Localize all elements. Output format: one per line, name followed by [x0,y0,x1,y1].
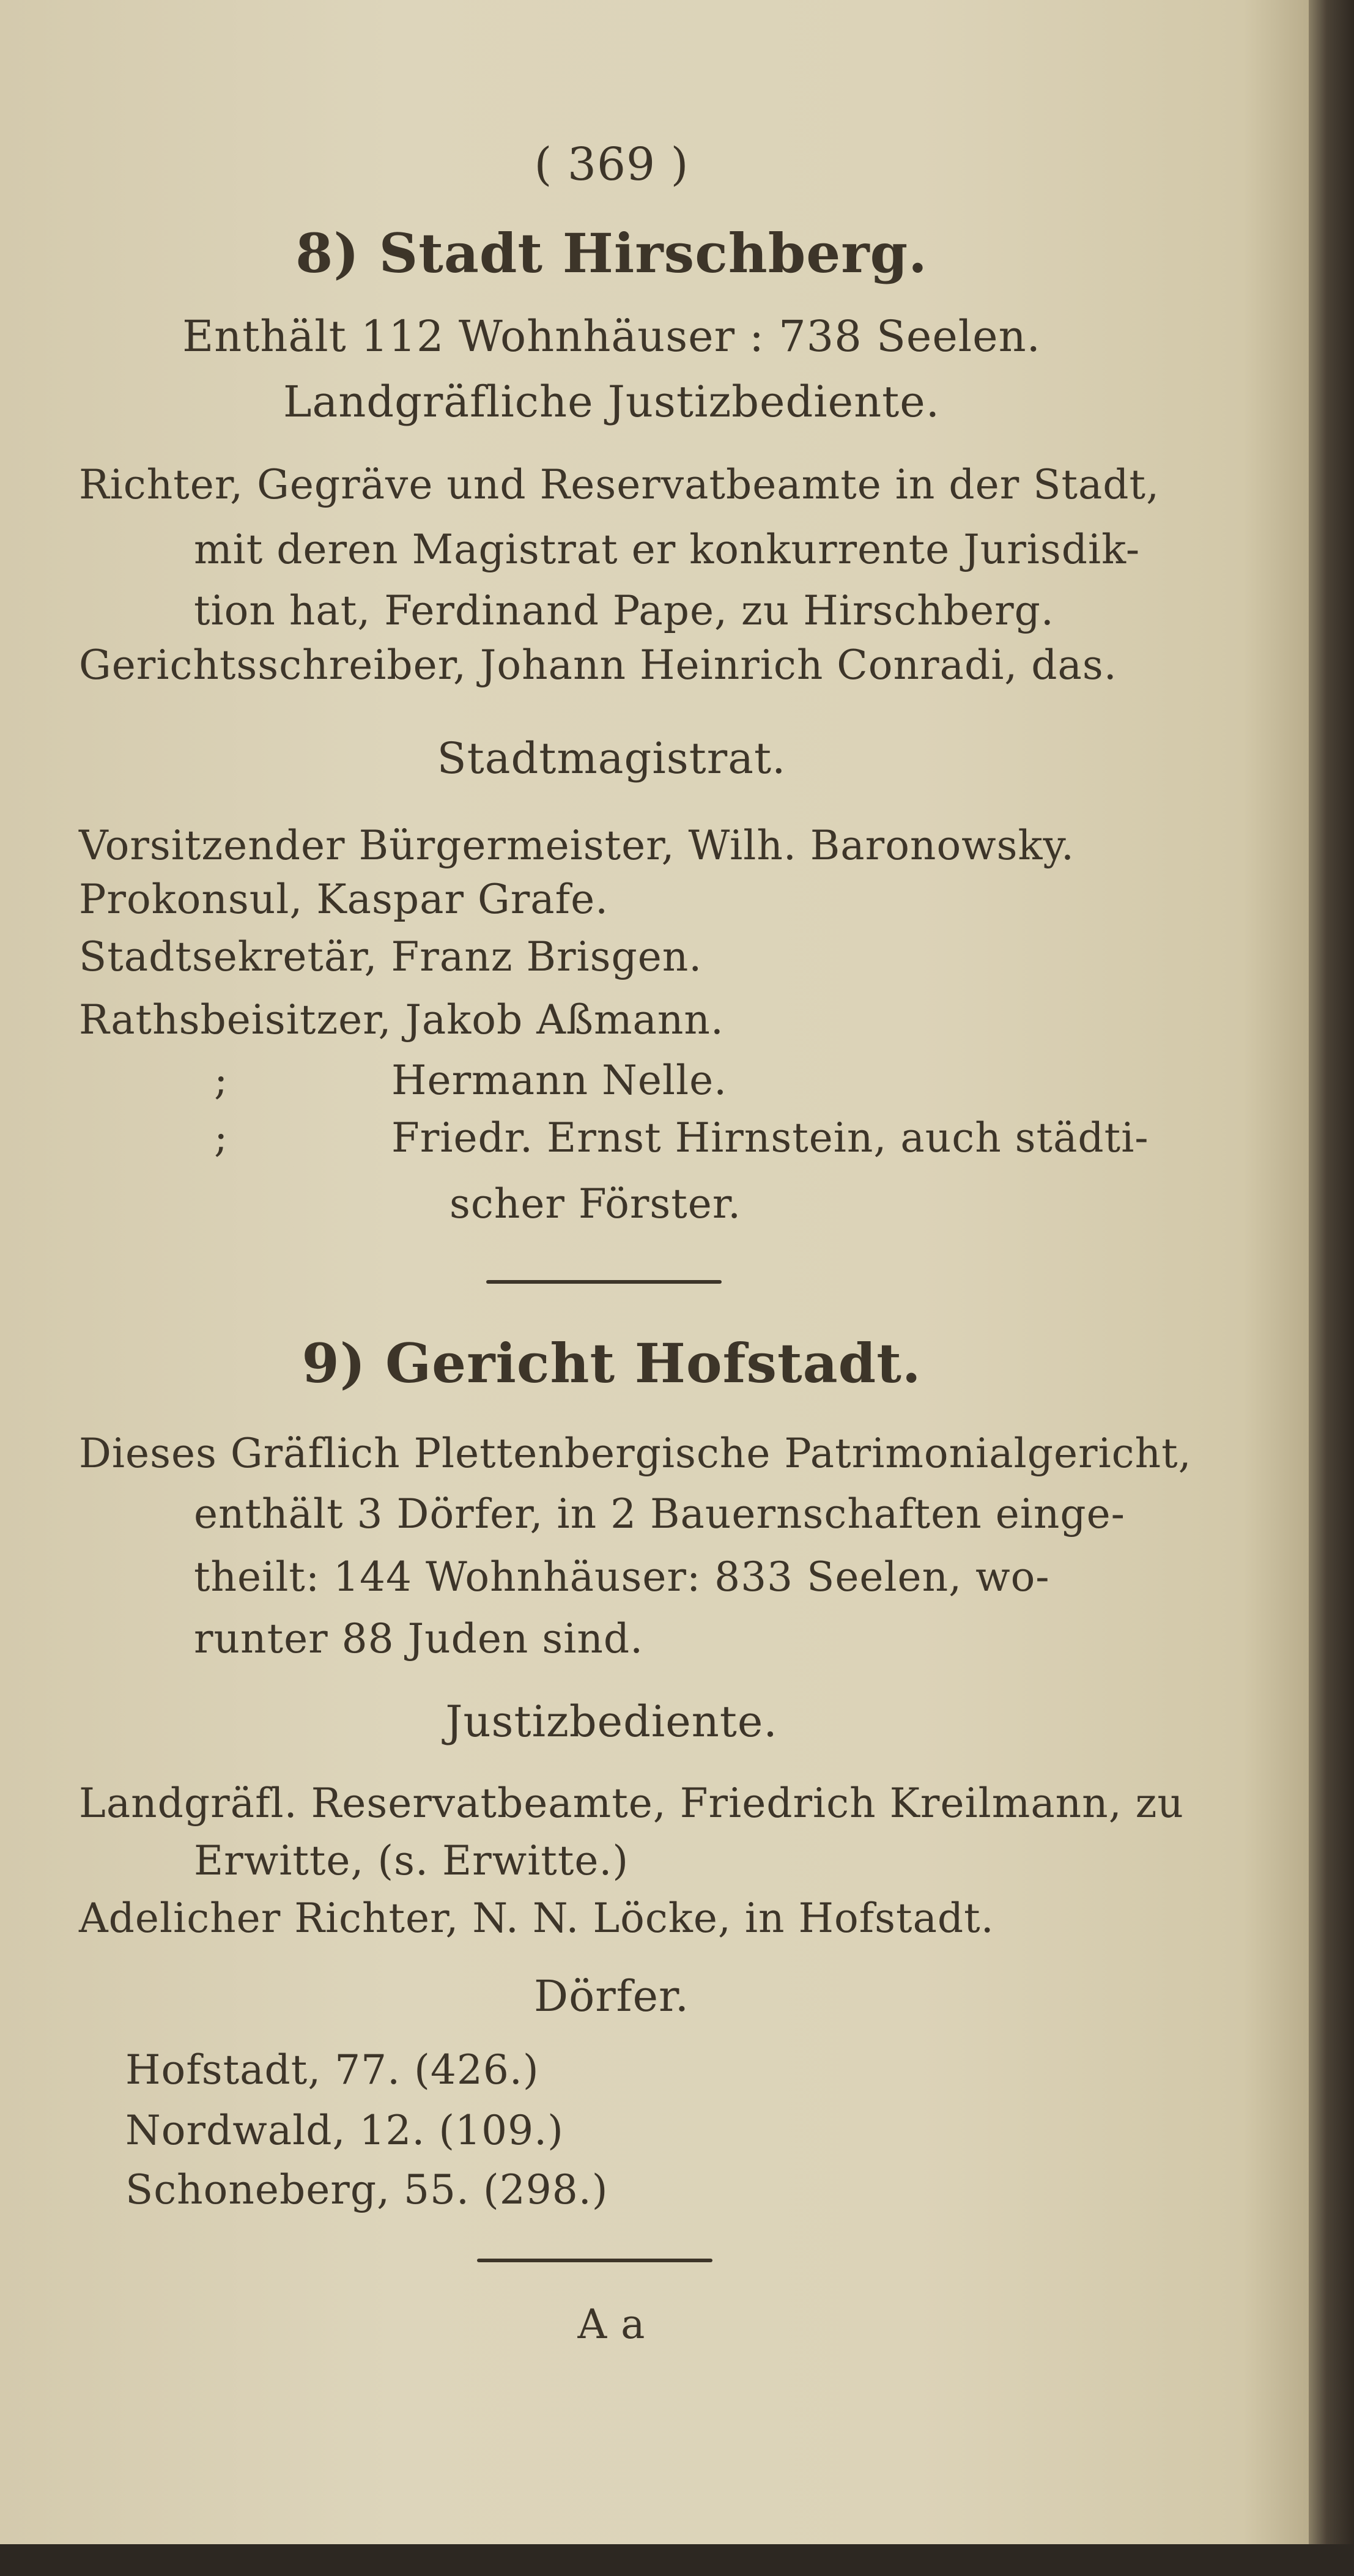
ditto-mark: ; [214,1057,229,1104]
section-summary: Enthält 112 Wohnhäuser : 738 Seelen. [182,311,1041,361]
village-entry: Nordwald, 12. (109.) [125,2107,564,2154]
ditto-mark: ; [214,1114,229,1161]
signature-mark: A a [577,2301,646,2348]
section-title: 9) Gericht Hofstadt. [302,1331,922,1395]
subheading: Dörfer. [533,1971,690,2021]
text-line: Dieses Gräflich Plettenbergische Patrimonialgericht, [79,1430,1192,1477]
text-line: Friedr. Ernst Hirnstein, auch städti- [391,1114,1149,1161]
section-title: 8) Stadt Hirschberg. [295,221,928,285]
text-line: runter 88 Juden sind. [194,1615,644,1662]
text-line: Richter, Gegräve und Reservatbeamte in der Stadt, [79,461,1160,508]
text-line: Prokonsul, Kaspar Grafe. [79,876,609,923]
text-line: scher Förster. [449,1180,742,1227]
text-line: enthält 3 Dörfer, in 2 Bauernschaften einge- [194,1490,1125,1538]
text-line: mit deren Magistrat er konkurrente Jurisdik- [194,526,1141,573]
text-line: Gerichtsschreiber, Johann Heinrich Conradi, das. [79,642,1117,689]
village-entry: Schoneberg, 55. (298.) [125,2166,609,2213]
village-entry: Hofstadt, 77. (426.) [125,2046,539,2093]
text-line: Rathsbeisitzer, Jakob Aßmann. [79,996,724,1043]
subheading: Justizbediente. [445,1697,778,1747]
section-divider [486,1280,722,1284]
page-number: ( 369 ) [534,138,689,191]
text-line: Erwitte, (s. Erwitte.) [194,1837,629,1884]
text-line: Adelicher Richter, N. N. Löcke, in Hofstadt. [79,1895,994,1942]
text-line: theilt: 144 Wohnhäuser: 833 Seelen, wo- [194,1553,1050,1601]
text-line: Landgräfl. Reservatbeamte, Friedrich Kreilmann, zu [79,1780,1184,1827]
section-divider [477,2259,712,2262]
text-line: Vorsitzender Bürgermeister, Wilh. Baronowsky. [79,822,1075,869]
text-line: tion hat, Ferdinand Pape, zu Hirschberg. [194,587,1054,634]
subheading: Stadtmagistrat. [437,733,786,783]
subheading: Landgräfliche Justizbediente. [283,377,940,427]
scan-border [0,2544,1354,2576]
text-line: Hermann Nelle. [391,1057,728,1104]
page-edge [1309,0,1354,2576]
text-line: Stadtsekretär, Franz Brisgen. [79,933,703,980]
